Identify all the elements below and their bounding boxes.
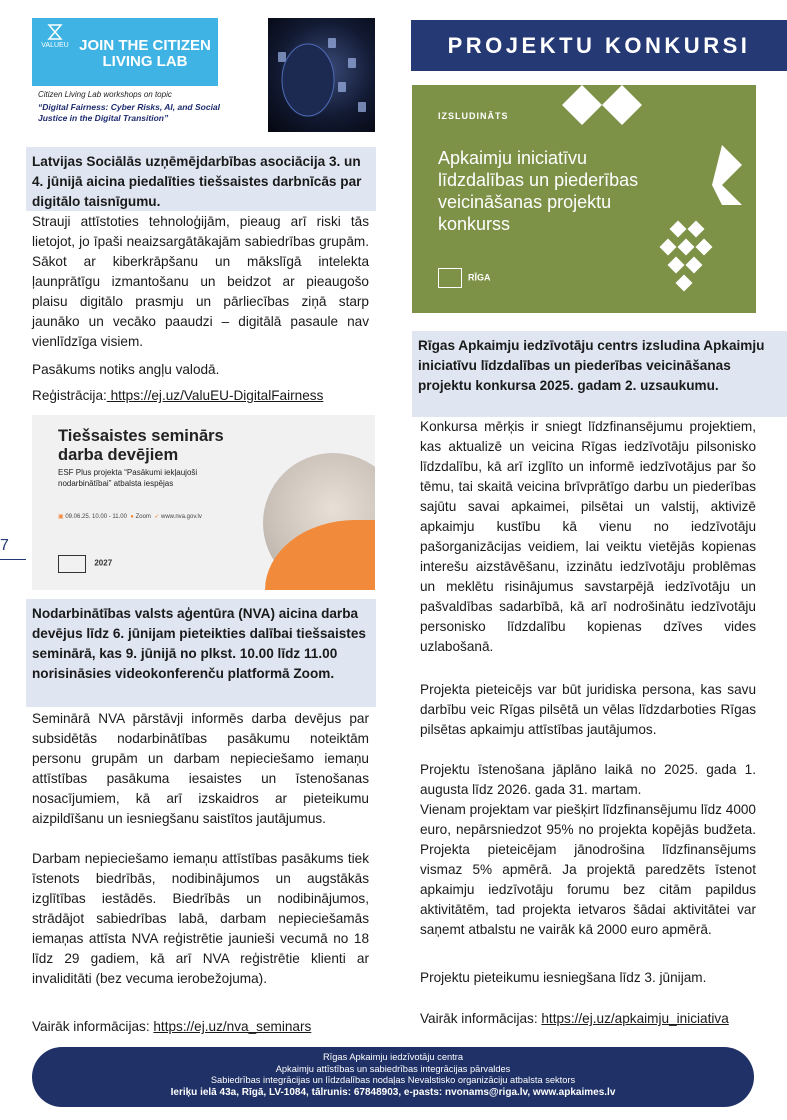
footer-line-2: Apkaimju attīstības un sabiedrības integrācijas pārvaldes bbox=[275, 1063, 511, 1074]
video-icon: ● bbox=[130, 514, 134, 520]
banner-headline: JOIN THE CITIZEN LIVING LAB bbox=[79, 37, 211, 70]
competition-heading: Rīgas Apkaimju iedzīvotāju centrs izsludina Apkaimju iniciatīvu līdzdalības un piederības veicināšanas projektu konkursa 2025. gadam 2. uzsaukumu. bbox=[412, 331, 787, 417]
banner-cyan-panel bbox=[32, 18, 218, 86]
citizen-living-lab-banner bbox=[32, 18, 375, 132]
nva-banner-zoom: Zoom bbox=[135, 514, 151, 520]
riga-crest-icon bbox=[438, 268, 462, 288]
cursor-icon: ➶ bbox=[154, 514, 160, 520]
nva-more-link[interactable]: https://ej.uz/nva_seminars bbox=[153, 1019, 312, 1034]
poster-tag: IZSLUDINĀTS bbox=[438, 111, 509, 121]
registration-label: Reģistrācija: bbox=[32, 388, 107, 403]
registration-line bbox=[32, 386, 369, 406]
lsua-heading: Latvijas Sociālās uzņēmējdarbības asociācija 3. un 4. jūnijā aicina piedalīties tiešsaistes darbnīcās par digitālo taisnīgumu. bbox=[26, 147, 376, 211]
footer-contacts: Ieriķu ielā 43a, Rīgā, LV-1084, tālrunis: 67848903, e-pasts: nvonams@riga.lv, www.apkaimes.lv bbox=[170, 1086, 616, 1098]
nva-banner-subtitle: ESF Plus projekta “Pasākumi iekļaujoši nodarbinātībai” atbalsta iespējas bbox=[58, 468, 198, 488]
footer-line-3: Sabiedrības integrācijas un līdzdalības nodaļas Nevalstisko organizāciju atbalsta sektors bbox=[210, 1075, 576, 1085]
competition-deadline: Projektu pieteikumu iesniegšana līdz 3. jūnijam. bbox=[420, 970, 707, 985]
nva-paragraph-2: Darbam nepieciešamo iemaņu attīstības pasākums tiek īstenots biedrībās, nodibinājumos un augstākās izglītības iestādēs. Biedrībās un nodibinājumos, strādājot sabiedrības labā, darbam nepieciešamās iemaņas attīsta NVA reģistrētie jaunieši vecumā no 18 līdz 29 gadiem, kā arī NVA reģistrētie klienti ar invaliditāti (bez vecuma ierobežojuma). bbox=[32, 851, 369, 986]
footer-line-1: Rīgas Apkaimju iedzīvotāju centra bbox=[322, 1052, 464, 1062]
section-title: PROJEKTU KONKURSI bbox=[447, 33, 751, 58]
eu-flag-icon bbox=[58, 555, 86, 573]
nva-more-label: Vairāk informācijas: bbox=[32, 1019, 154, 1034]
nva-heading: Nodarbinātības valsts aģentūra (NVA) aicina darba devējus līdz 6. jūnijam pieteikties dalībai tiešsaistes seminārā, kas 9. jūnijā no plkst. 10.00 līdz 11.00 norisināsies videokonferenču platformā Zoom. bbox=[26, 599, 376, 707]
language-note: Pasākums notiks angļu valodā. bbox=[32, 362, 220, 377]
riga-label: RĪGA bbox=[468, 272, 491, 283]
banner-topic: “Digital Fairness: Cyber Risks, AI, and Social Justice in the Digital Transition” bbox=[38, 102, 221, 123]
competition-poster bbox=[412, 85, 756, 313]
registration-link[interactable]: https://ej.uz/ValuEU-DigitalFairness bbox=[106, 388, 324, 403]
valueu-logo: VALUEU bbox=[38, 24, 72, 49]
competition-paragraph-2: Projekta pieteicējs var būt juridiska persona, kas savu darbību veic Rīgas pilsētā un vēlas līdzdarboties Rīgas pilsētas apkaimju attīstības jautājumos. bbox=[420, 682, 756, 737]
footer bbox=[32, 1047, 754, 1107]
lsua-paragraph: Strauji attīstoties tehnoloģijām, pieaug arī riski tās lietojot, jo īpaši neaizsargātākajām sabiedrības grupām. Sākot ar kiberkrāpšanu un mākslīgā intelekta ļaunprātīgu izmantošanu un beidzot ar pieaugošo plaisu digitālo prasmju un pārliecības ziņā starp jaunāko un vecāko paaudzi – digitālā pasaule nav vienlīdzīga visiem. bbox=[32, 214, 369, 349]
hourglass-icon bbox=[45, 24, 65, 40]
riga-logo bbox=[438, 268, 491, 288]
section-header bbox=[411, 20, 787, 71]
digital-face-image bbox=[268, 18, 375, 132]
nva-seminar-banner bbox=[32, 415, 375, 590]
competition-paragraph-1: Konkursa mērķis ir sniegt līdzfinansējumu projektiem, kas aktualizē un veicina Rīgas iedzīvotāju pilsonisko līdzdalību, kā arī izglīto un informē iedzīvotājus par šo tēmu, tai skaitā veicina brīvprātīgo darbu un piederības sajūtu savai apkaimei, pilsētai un valstij, aktivizē apkaimju kustību kā vienu no iedzīvotāju pašorganizācijas veidiem, lai veiktu vietējās kopienas interešu aizstāvēšanu, izzinātu iedzīvotāju problēmas un meklētu risinājumus savstarpējā iedzīvotāju un pašvaldības sadarbībā, kā arī nodrošinātu iedzīvotāju personisko līdzdalību kopienas dzīves vides uzlabošanā. bbox=[420, 419, 756, 654]
poster-title: Apkaimju iniciatīvu līdzdalības un piederības veicināšanas projektu konkurss bbox=[438, 148, 639, 234]
page-number: 7 bbox=[0, 537, 9, 554]
nva-banner-info bbox=[58, 513, 202, 520]
competition-more-link[interactable]: https://ej.uz/apkaimju_iniciativa bbox=[541, 1011, 729, 1026]
nva-more-info bbox=[32, 1017, 369, 1037]
calendar-icon: ▣ bbox=[58, 514, 64, 520]
eu-logos bbox=[58, 555, 112, 573]
latvia-2027-logo: 2027 bbox=[94, 558, 113, 568]
nva-banner-title: Tiešsaistes seminārs darba devējiem bbox=[58, 427, 224, 464]
banner-subline: Citizen Living Lab workshops on topic bbox=[38, 90, 172, 99]
nva-banner-site: www.nva.gov.lv bbox=[160, 514, 202, 520]
nva-paragraph-1: Seminārā NVA pārstāvji informēs darba devējus par subsidētās nodarbinātības pasākumu noteiktām personu grupām un darbam nepieciešamo iemaņu attīstības pasākuma iesaistes un īstenošanas nosacījumiem, kā arī izskaidros ar pieteikumu aizpildīšanu un iesniegšanu saistītos jautājumus. bbox=[32, 711, 369, 826]
competition-paragraph-3: Projektu īstenošana jāplāno laikā no 2025. gada 1. augusta līdz 2026. gada 31. martam. bbox=[420, 762, 756, 797]
competition-more-label: Vairāk informācijas: bbox=[420, 1011, 542, 1026]
competition-paragraph-4: Vienam projektam var piešķirt līdzfinansējumu līdz 4000 euro, nepārsniedzot 95% no projekta kopējās budžeta. Projekta pieteicējam jānodrošina līdzfinansējums vismaz 5% apmērā. Ja projektā paredzēts īstenot apkaimju iedzīvotāju forumu bez citām papildus aktivitātēm, tad projekta ietvaros šādai aktivitātei var saņemt atbalstu ne vairāk kā 2000 euro apmērā. bbox=[420, 802, 756, 937]
page-number-rule bbox=[0, 559, 26, 560]
nva-banner-date: 09.06.25. 10.00 - 11.00 bbox=[65, 514, 127, 520]
competition-more-info bbox=[420, 1009, 756, 1029]
